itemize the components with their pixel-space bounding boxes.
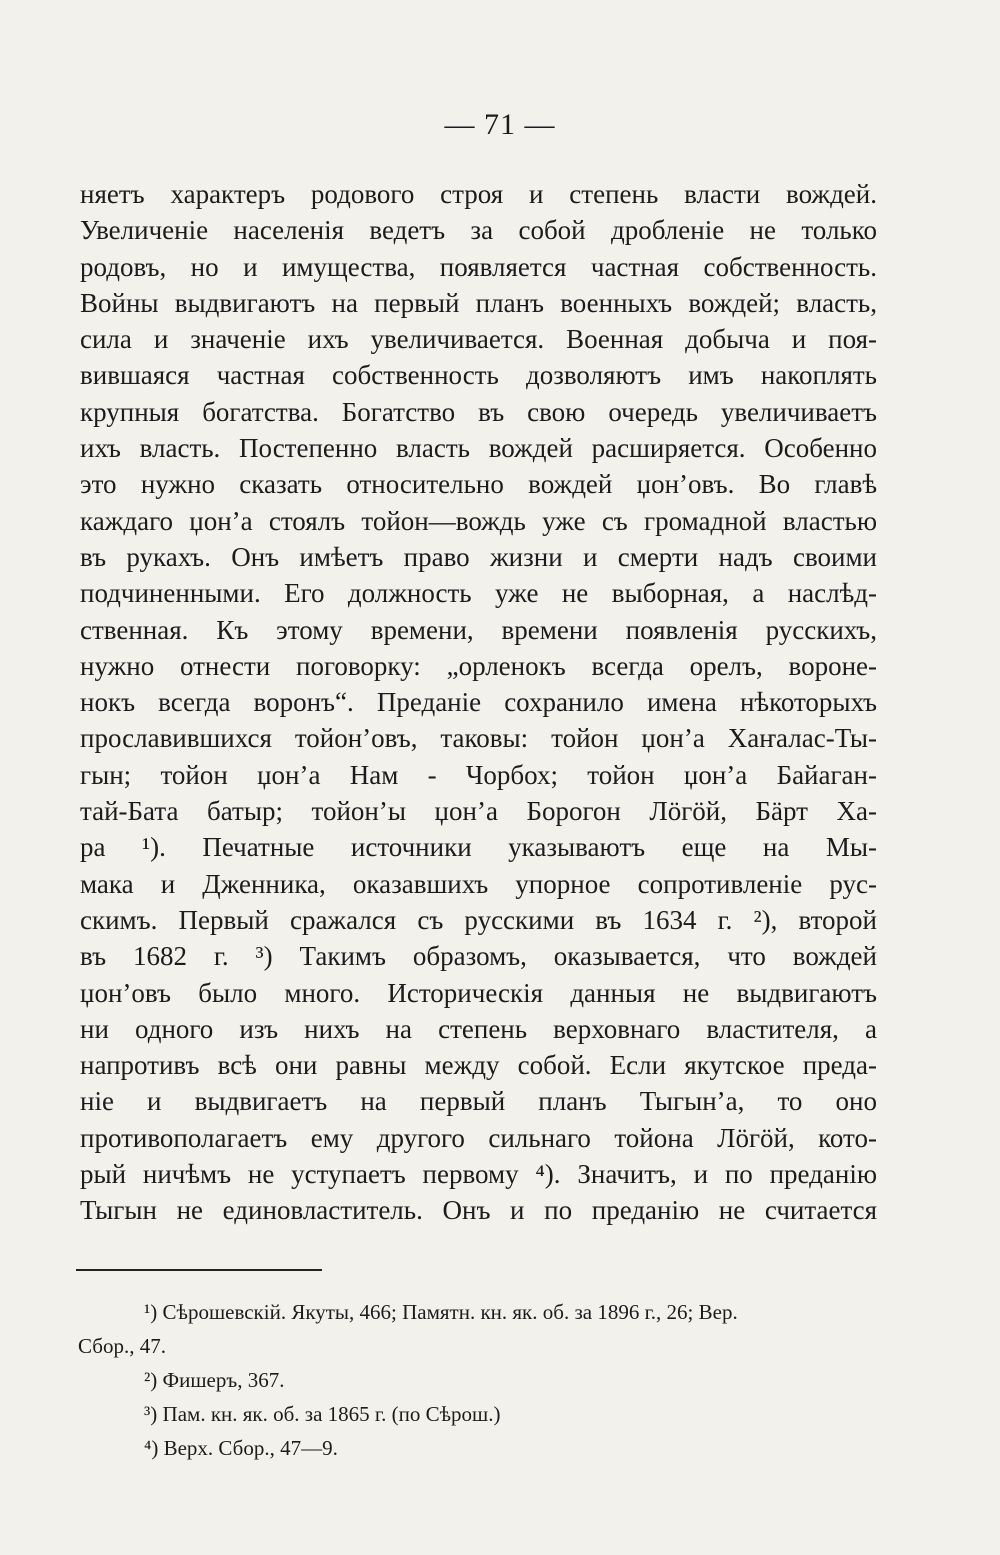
text-line: противополагаетъ ему другого сильнаго тойона Лӧгӧй, кото-	[80, 1122, 877, 1153]
text-line: каждаго џон’а стоялъ тойон—вождь уже съ громадной властью	[80, 505, 877, 536]
text-line: тай-Бата батыр; тойон’ы џон’а Борогон Лӧгӧй, Бӓрт Ха-	[80, 796, 877, 827]
footnote-1: ¹) Сѣрошевскій. Якуты, 466; Памятн. кн. як. об. за 1896 г., 26; Вер.	[144, 1300, 738, 1324]
text-line: Войны выдвигаютъ на первый планъ военныхъ вождей; власть,	[80, 287, 877, 318]
text-line: ра ¹). Печатные источники указываютъ еще на Мы-	[80, 832, 877, 863]
text-line: нокъ всегда воронъ“. Преданіе сохранило имена нѣкоторыхъ	[80, 687, 877, 718]
text-line: гын; тойон џон’а Нам - Чорбох; тойон џон’а Байаган-	[80, 759, 877, 790]
text-line: родовъ, но и имущества, появляется частная собственность.	[80, 251, 877, 282]
footnote-4: ⁴) Верх. Сбор., 47—9.	[144, 1436, 338, 1460]
text-line: ни одного изъ нихъ на степень верховнаго властителя, а	[80, 1013, 877, 1044]
text-line: въ 1682 г. ³) Такимъ образомъ, оказывается, что вождей	[80, 941, 877, 972]
page-number: — 71 —	[444, 108, 556, 141]
text-line: ихъ власть. Постепенно власть вождей расширяется. Особенно	[80, 433, 877, 464]
text-line: скимъ. Первый сражался съ русскими въ 1634 г. ²), второй	[80, 904, 877, 935]
body-text	[80, 176, 877, 1229]
text-line: это нужно сказать относительно вождей џон’овъ. Во главѣ	[80, 469, 877, 500]
footnote-2: ²) Фишеръ, 367.	[144, 1368, 285, 1392]
text-line: напротивъ всѣ они равны между собой. Если якутское преда-	[80, 1050, 877, 1081]
text-line: подчиненными. Его должность уже не выборная, а наслѣд-	[80, 578, 877, 609]
text-line: прославившихся тойон’овъ, таковы: тойон џон’а Хаҥалас-Ты-	[80, 723, 877, 754]
text-line: Тыгын не единовластитель. Онъ и по преданію не считается	[80, 1195, 877, 1226]
text-line: ственная. Къ этому времени, времени появленія русскихъ,	[80, 614, 877, 645]
footnote-1-continued: Сбор., 47.	[78, 1334, 166, 1358]
text-line: сила и значеніе ихъ увеличивается. Военная добыча и поя-	[80, 324, 877, 355]
text-line: нужно отнести поговорку: „орленокъ всегда орелъ, вороне-	[80, 650, 877, 681]
text-line: крупныя богатства. Богатство въ свою очередь увеличиваетъ	[80, 396, 877, 427]
text-line: ніе и выдвигаетъ на первый планъ Тыгын’а, то оно	[80, 1086, 877, 1117]
text-line: Увеличеніе населенія ведетъ за собой дробленіе не только	[80, 215, 877, 246]
text-line: няетъ характеръ родового строя и степень власти вождей.	[80, 179, 877, 209]
footnote-3: ³) Пам. кн. як. об. за 1865 г. (по Сѣрош.)	[144, 1402, 501, 1426]
footnote-rule	[76, 1269, 322, 1271]
text-line: рый ничѣмъ не уступаетъ первому ⁴). Значитъ, и по преданію	[80, 1159, 877, 1190]
text-line: вившаяся частная собственность дозволяютъ имъ накоплять	[80, 360, 877, 391]
text-line: џон’овъ было много. Историческія данныя не выдвигаютъ	[80, 977, 877, 1008]
text-line: мака и Дженника, оказавшихъ упорное сопротивленіе рус-	[80, 868, 877, 899]
text-line: въ рукахъ. Онъ имѣетъ право жизни и смерти надъ своими	[80, 541, 877, 572]
footnotes	[78, 1295, 878, 1465]
